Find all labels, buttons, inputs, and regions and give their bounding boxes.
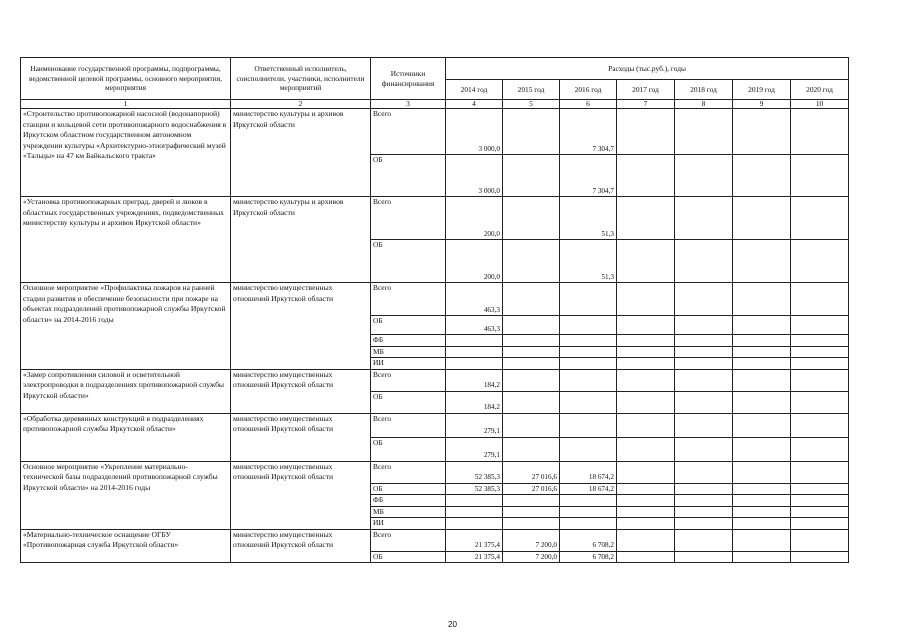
activity-name: «Замер сопротивления силовой и осветительной электропроводки в подразделениях противопожарной службы Иркутской области» [21,369,231,413]
expense-value [560,437,617,461]
expense-value [617,240,675,283]
expense-value [617,155,675,197]
expense-value: 279,1 [446,437,503,461]
funding-source: Всего [371,369,446,391]
expense-value [503,155,560,197]
expense-value [791,461,849,483]
header-name: Наименование государственной программы, подпрограммы, ведомственной целевой программы, основного мероприятия, мероприятия [21,58,231,100]
header-source: Источники финансирования [371,58,446,100]
funding-source: ФБ [371,495,446,507]
funding-source: МБ [371,506,446,518]
expense-value [791,369,849,391]
expense-value [503,506,560,518]
expense-value [617,437,675,461]
expense-value [675,335,733,347]
expense-value: 18 674,2 [560,461,617,483]
expense-value [560,358,617,370]
funding-source: ИИ [371,518,446,530]
expense-value [675,461,733,483]
executor: министерство имущественных отношений Иркутской области [231,413,371,461]
header-year: 2018 год [675,80,733,100]
table-row [21,413,849,437]
activity-name: «Материально-техническое оснащение ОГБУ «Противопожарная служба Иркутской области» [21,529,231,563]
column-number: 10 [791,100,849,109]
expense-value [617,316,675,335]
expense-value [733,495,791,507]
expense-value [446,506,503,518]
expense-value [503,240,560,283]
expense-value: 279,1 [446,413,503,437]
column-number: 8 [675,100,733,109]
header-year: 2020 год [791,80,849,100]
expense-value [733,391,791,413]
expense-value [503,391,560,413]
expense-value [617,506,675,518]
expense-value [503,518,560,530]
expense-value [733,518,791,530]
expense-value [675,495,733,507]
expense-value [617,335,675,347]
expense-value [675,109,733,155]
funding-source: ОБ [371,551,446,563]
funding-source: Всего [371,413,446,437]
expense-value [617,358,675,370]
funding-source: Всего [371,461,446,483]
funding-source: Всего [371,197,446,240]
funding-source: ОБ [371,155,446,197]
expense-value: 7 200,0 [503,551,560,563]
expense-value [791,529,849,551]
expense-value [675,155,733,197]
expense-value: 6 708,2 [560,529,617,551]
column-number: 2 [231,100,371,109]
expense-value: 200,0 [446,197,503,240]
header-year: 2019 год [733,80,791,100]
expense-value [733,506,791,518]
expense-value [503,413,560,437]
expense-value [560,518,617,530]
expense-value [503,346,560,358]
funding-source: ФБ [371,335,446,347]
expense-value [791,240,849,283]
column-number: 1 [21,100,231,109]
expense-value [675,316,733,335]
header-year: 2015 год [503,80,560,100]
expense-value [675,413,733,437]
expense-value [617,109,675,155]
funding-source: МБ [371,346,446,358]
expense-value [675,346,733,358]
budget-table [20,57,849,563]
column-number: 7 [617,100,675,109]
funding-source: ИИ [371,358,446,370]
header-year: 2017 год [617,80,675,100]
expense-value [560,369,617,391]
expense-value [733,358,791,370]
activity-name: Основное мероприятие «Профилактика пожаров на ранней стадии развития и обеспечение безопасности при пожаре на объектах подразделений противопожарной службы Иркутской области» на 2014-2016 годы [21,283,231,370]
activity-name: «Обработка деревянных конструкций в подразделениях противопожарной службы Иркутской области» [21,413,231,461]
expense-value [503,283,560,316]
expense-value [617,283,675,316]
expense-value [675,369,733,391]
expense-value [503,495,560,507]
expense-value [617,483,675,495]
expense-value [503,358,560,370]
expense-value: 27 016,6 [503,483,560,495]
expense-value [733,413,791,437]
expense-value [675,518,733,530]
expense-value [503,109,560,155]
expense-value: 7 304,7 [560,155,617,197]
expense-value [791,155,849,197]
expense-value [446,358,503,370]
funding-source: ОБ [371,483,446,495]
expense-value [446,495,503,507]
expense-value [733,551,791,563]
expense-value [446,335,503,347]
expense-value: 21 375,4 [446,529,503,551]
table-row [21,369,849,391]
expense-value [791,483,849,495]
expense-value [446,518,503,530]
expense-value [617,346,675,358]
expense-value [560,495,617,507]
expense-value: 184,2 [446,369,503,391]
expense-value: 21 375,4 [446,551,503,563]
expense-value [617,391,675,413]
expense-value [675,437,733,461]
expense-value: 463,3 [446,283,503,316]
expense-value: 18 674,2 [560,483,617,495]
expense-value [446,346,503,358]
expense-value [560,346,617,358]
expense-value [503,316,560,335]
expense-value [503,335,560,347]
expense-value [733,335,791,347]
expense-value [733,283,791,316]
page-number: 20 [448,620,457,629]
table-row [21,197,849,240]
column-number: 5 [503,100,560,109]
column-number: 9 [733,100,791,109]
funding-source: Всего [371,529,446,551]
header-executor: Ответственный исполнитель, соисполнители, участники, исполнители мероприятий [231,58,371,100]
expense-value [733,155,791,197]
table-row [21,461,849,483]
expense-value [791,109,849,155]
expense-value [733,529,791,551]
expense-value [560,506,617,518]
header-year: 2014 год [446,80,503,100]
activity-name: Основное мероприятие «Укрепление материально-технической базы подразделений противопожарной службы Иркутской области» на 2014-2016 годы [21,461,231,529]
column-number: 4 [446,100,503,109]
expense-value: 52 385,3 [446,483,503,495]
expense-value [675,529,733,551]
funding-source: Всего [371,109,446,155]
expense-value [503,369,560,391]
expense-value: 7 304,7 [560,109,617,155]
executor: министерство имущественных отношений Иркутской области [231,461,371,529]
funding-source: ОБ [371,316,446,335]
funding-source: ОБ [371,240,446,283]
expense-value [791,346,849,358]
expense-value [733,483,791,495]
expense-value [617,551,675,563]
expense-value [675,240,733,283]
expense-value [675,551,733,563]
header-year: 2016 год [560,80,617,100]
expense-value [617,197,675,240]
expense-value [791,518,849,530]
expense-value [791,506,849,518]
expense-value [791,551,849,563]
expense-value [675,358,733,370]
expense-value [617,529,675,551]
funding-source: Всего [371,283,446,316]
expense-value: 51,3 [560,240,617,283]
expense-value: 6 708,2 [560,551,617,563]
expense-value: 184,2 [446,391,503,413]
expense-value [791,437,849,461]
expense-value [733,240,791,283]
expense-value [503,197,560,240]
expense-value [560,283,617,316]
expense-value [675,483,733,495]
expense-value [675,283,733,316]
expense-value [675,391,733,413]
executor: министерство имущественных отношений Иркутской области [231,283,371,370]
expense-value [733,316,791,335]
expense-value: 7 200,0 [503,529,560,551]
expense-value [733,437,791,461]
expense-value [733,109,791,155]
expense-value [733,197,791,240]
activity-name: «Строительство противопожарной насосной (водонапорной) станции и кольцевой сети противопожарного водоснабжения в Иркутском областном государственном автономном учреждении культуры «Архитектурно-этнографический музей «Тальцы» на 47 км Байкальского тракта» [21,109,231,197]
executor: министерство культуры и архивов Иркутской области [231,197,371,283]
expense-value: 52 385,3 [446,461,503,483]
activity-name: «Установка противопожарных преград, дверей и люков в областных государственных учреждениях, подведомственных министерству культуры и архивов Иркутской области» [21,197,231,283]
funding-source: ОБ [371,437,446,461]
table-row [21,283,849,316]
expense-value [617,461,675,483]
executor: министерство культуры и архивов Иркутской области [231,109,371,197]
expense-value [791,495,849,507]
expense-value: 3 000,0 [446,109,503,155]
header-expenses: Расходы (тыс.руб.), годы [446,58,849,80]
table-row [21,109,849,155]
expense-value [675,197,733,240]
expense-value [791,358,849,370]
expense-value [617,369,675,391]
expense-value: 200,0 [446,240,503,283]
expense-value [791,391,849,413]
expense-value: 51,3 [560,197,617,240]
expense-value: 3 000,0 [446,155,503,197]
table-row [21,529,849,551]
expense-value: 463,3 [446,316,503,335]
expense-value [733,346,791,358]
funding-source: ОБ [371,391,446,413]
expense-value [617,413,675,437]
expense-value [733,461,791,483]
executor: министерство имущественных отношений Иркутской области [231,369,371,413]
expense-value [560,413,617,437]
expense-value [791,413,849,437]
expense-value [560,316,617,335]
column-number: 3 [371,100,446,109]
expense-value [733,369,791,391]
expense-value [503,437,560,461]
column-number: 6 [560,100,617,109]
expense-value [560,335,617,347]
executor: министерство имущественных отношений Иркутской области [231,529,371,563]
expense-value [617,495,675,507]
expense-value [791,197,849,240]
expense-value: 27 016,6 [503,461,560,483]
expense-value [560,391,617,413]
expense-value [675,506,733,518]
expense-value [791,283,849,316]
expense-value [617,518,675,530]
expense-value [791,335,849,347]
expense-value [791,316,849,335]
